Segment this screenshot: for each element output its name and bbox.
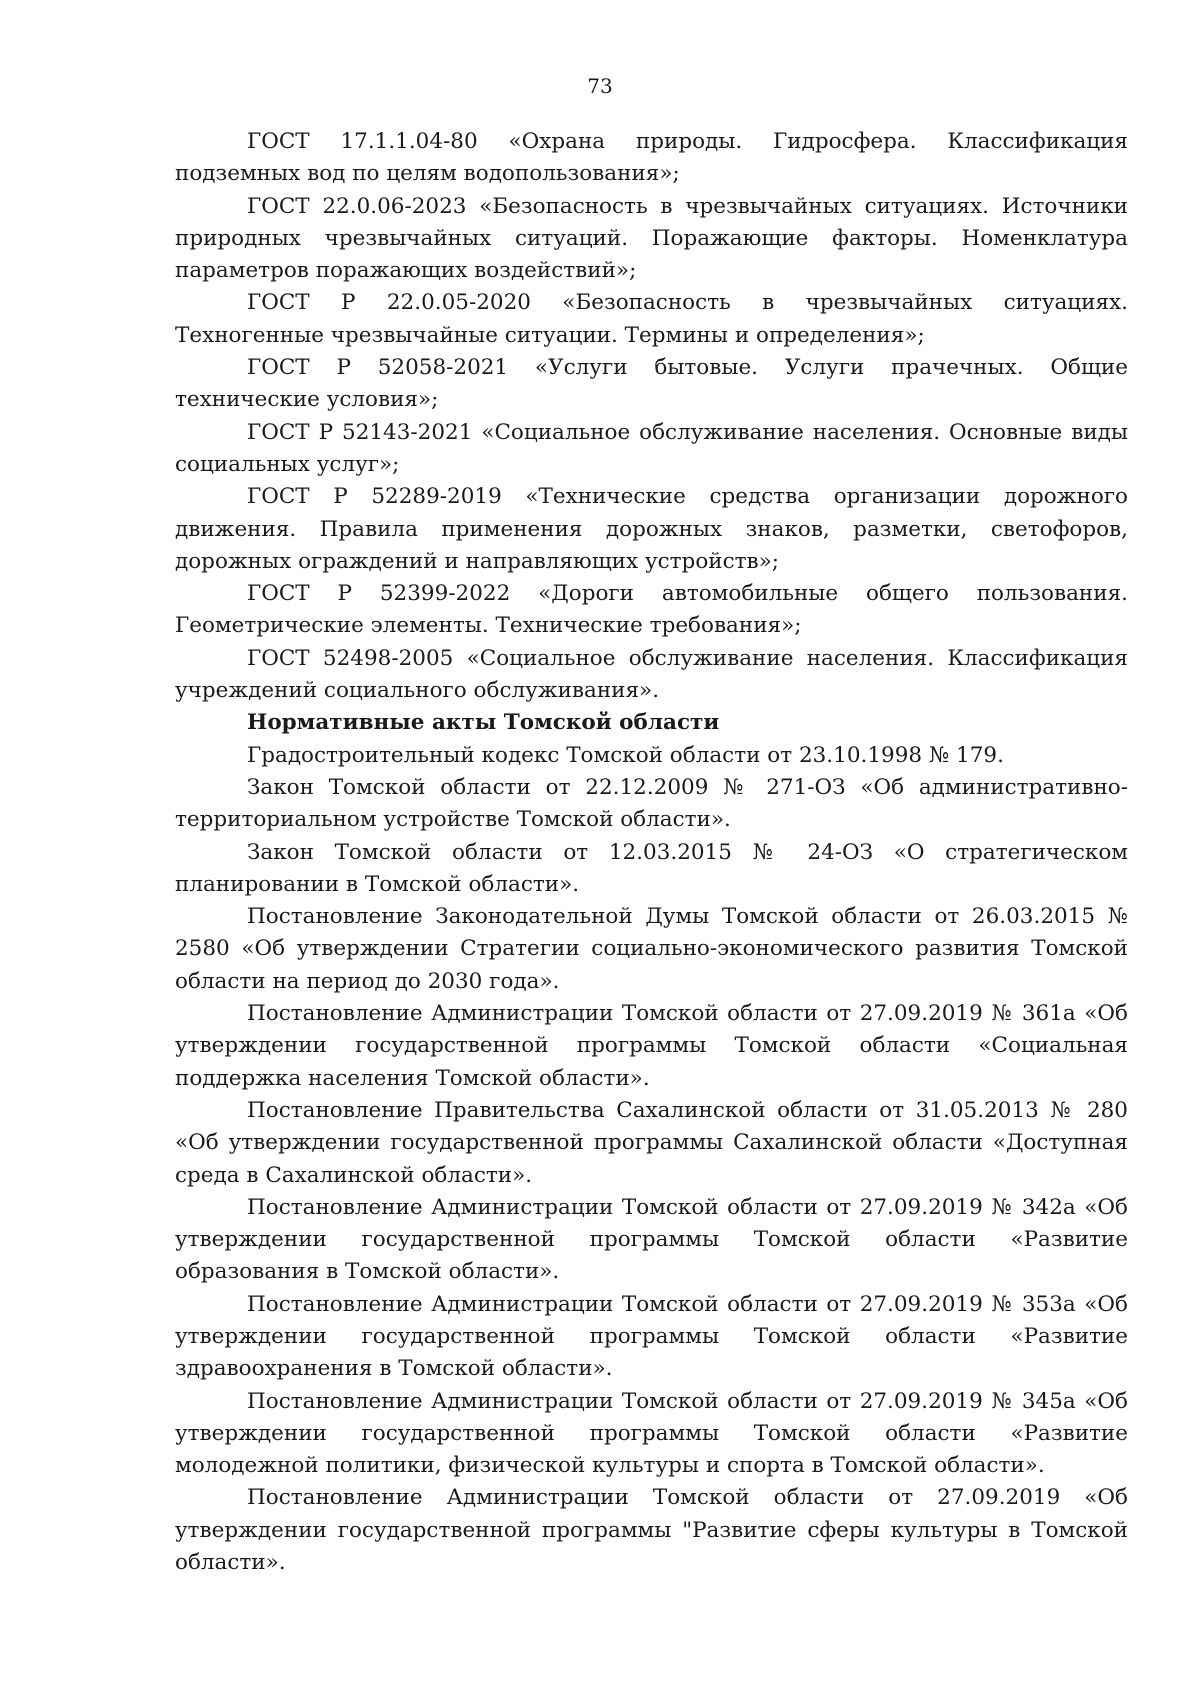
paragraph-law-271-oz: Закон Томской области от 22.12.2009 № 271-ОЗ «Об административно-территориальном устройстве Томской области». [175, 774, 1128, 833]
paragraph-law-24-oz: Закон Томской области от 12.03.2015 № 24-ОЗ «О стратегическом планировании в Томской области». [175, 839, 1128, 897]
paragraph-gost-r-22-0-05: ГОСТ Р 22.0.05-2020 «Безопасность в чрезвычайных ситуациях. Техногенные чрезвычайные ситуации. Термины и определения»; [175, 290, 1128, 348]
paragraph-gost-17-1-1-04: ГОСТ 17.1.1.04-80 «Охрана природы. Гидросфера. Классификация подземных вод по целям водопользования»; [175, 129, 1128, 187]
paragraph-gost-r-52143: ГОСТ Р 52143-2021 «Социальное обслуживание населения. Основные виды социальных услуг»; [175, 419, 1128, 477]
paragraph-gost-52498: ГОСТ 52498-2005 «Социальное обслуживание населения. Классификация учреждений социального обслуживания». [175, 645, 1128, 704]
paragraph-resolution-353a: Постановление Администрации Томской области от 27.09.2019 № 353а «Об утверждении государственной программы Томской области «Развитие здравоохранения в Томской области». [175, 1291, 1128, 1382]
document-body [175, 126, 1128, 1579]
section-heading: Нормативные акты Томской области [247, 710, 720, 736]
paragraph-resolution-2580: Постановление Законодательной Думы Томской области от 26.03.2015 № 2580 «Об утверждении Стратегии социально-экономического развития Томской области на период до 2030 года». [175, 904, 1128, 994]
paragraph-gost-r-52399: ГОСТ Р 52399-2022 «Дороги автомобильные общего пользования. Геометрические элементы. Технические требования»; [175, 581, 1128, 639]
paragraph-resolution-361a: Постановление Администрации Томской области от 27.09.2019 № 361а «Об утверждении государственной программы Томской области «Социальная поддержка населения Томской области». [175, 1001, 1128, 1091]
paragraph-resolution-culture: Постановление Администрации Томской области от 27.09.2019 «Об утверждении государственной программы "Развитие сферы культуры в Томской области». [175, 1485, 1128, 1576]
paragraph-resolution-342a: Постановление Администрации Томской области от 27.09.2019 № 342а «Об утверждении государственной программы Томской области «Развитие образования в Томской области». [175, 1194, 1128, 1285]
paragraph-resolution-280: Постановление Правительства Сахалинской области от 31.05.2013 № 280 «Об утверждении государственной программы Сахалинской области «Доступная среда в Сахалинской области». [175, 1097, 1128, 1188]
paragraph-urban-planning-code: Градостроительный кодекс Томской области от 23.10.1998 № 179. [247, 742, 1004, 768]
paragraph-gost-r-52058: ГОСТ Р 52058-2021 «Услуги бытовые. Услуги прачечных. Общие технические условия»; [175, 355, 1128, 413]
paragraph-gost-22-0-06: ГОСТ 22.0.06-2023 «Безопасность в чрезвычайных ситуациях. Источники природных чрезвычайных ситуаций. Поражающие факторы. Номенклатура параметров поражающих воздействий»; [175, 193, 1128, 284]
paragraph-gost-r-52289: ГОСТ Р 52289-2019 «Технические средства организации дорожного движения. Правила применения дорожных знаков, разметки, светофоров, дорожных ограждений и направляющих устройств»; [175, 484, 1128, 574]
paragraph-resolution-345a: Постановление Администрации Томской области от 27.09.2019 № 345а «Об утверждении государственной программы Томской области «Развитие молодежной политики, физической культуры и спорта в Томской области». [175, 1388, 1128, 1479]
page-number: 73 [587, 74, 613, 98]
